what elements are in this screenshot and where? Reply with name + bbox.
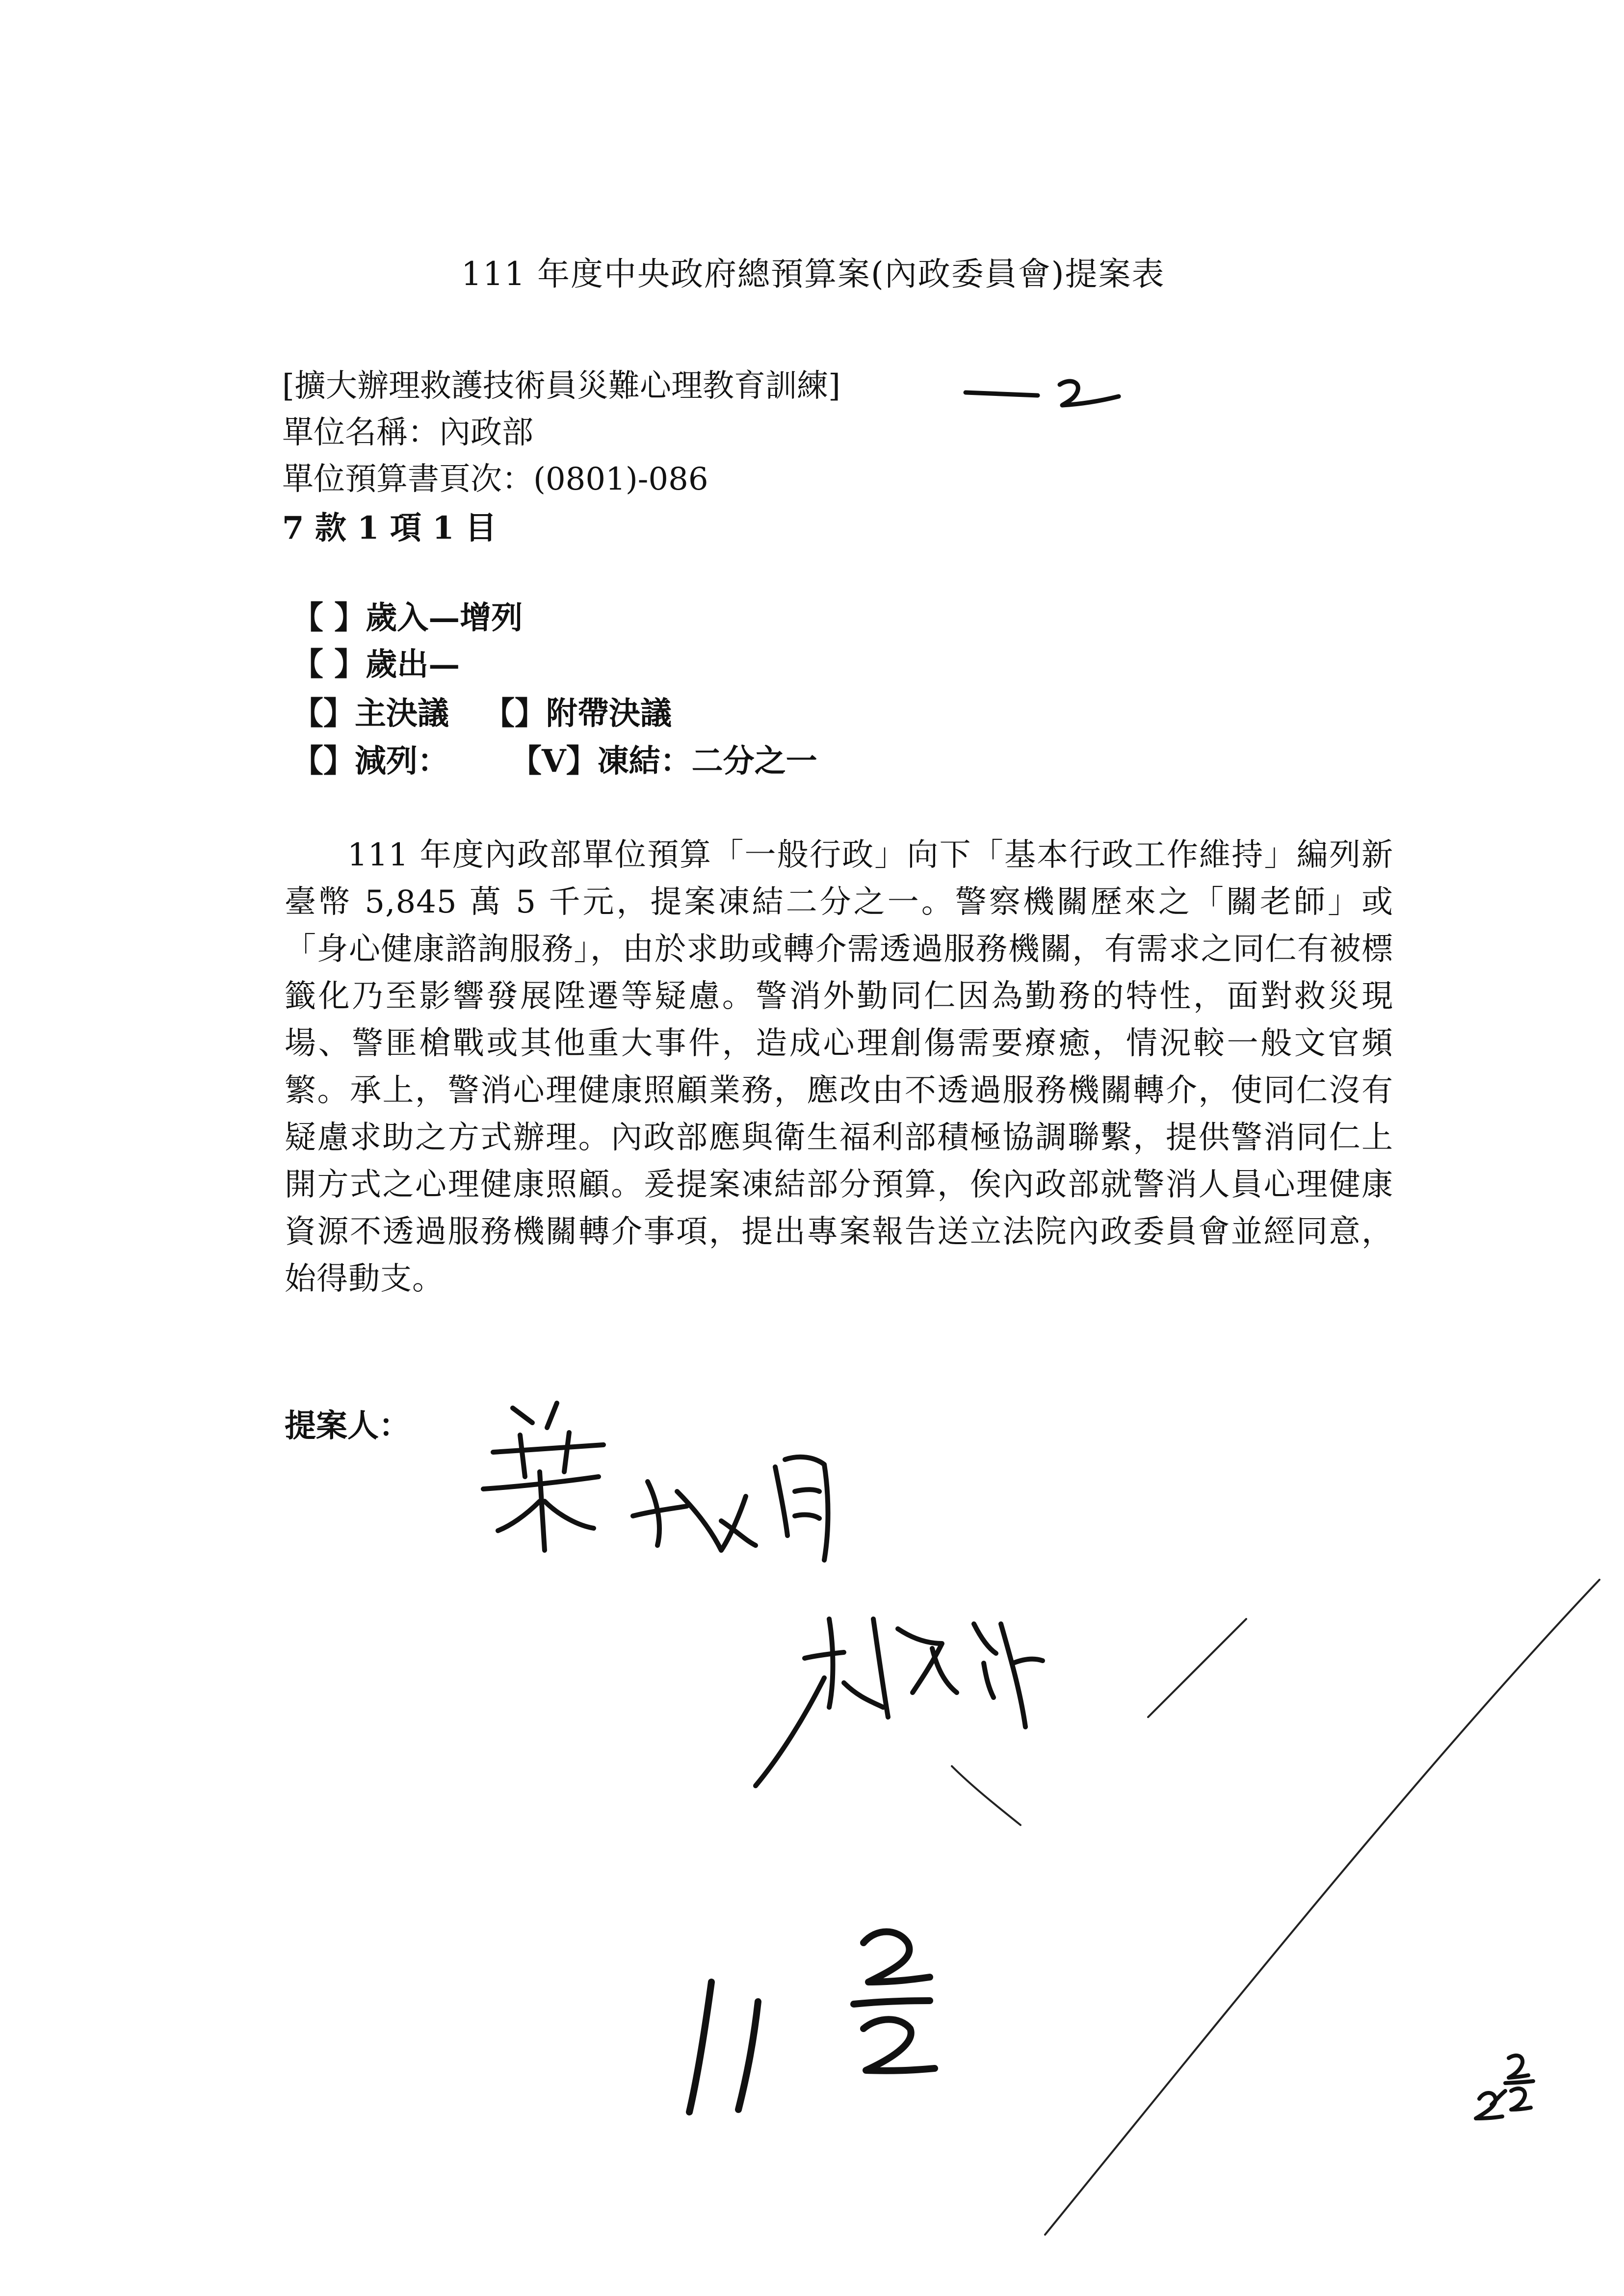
proposer-label: 提案人： <box>285 1408 410 1444</box>
budget-page-reference: 單位預算書頁次：(0801)-086 <box>282 461 708 497</box>
main-resolution-option: 【】主決議 <box>292 695 449 732</box>
revenue-increase-option: 【 】歲入—增列 <box>292 600 523 636</box>
reduce-option: 【】減列： <box>292 743 449 780</box>
unit-name: 單位名稱：內政部 <box>282 415 533 451</box>
handwritten-page-number <box>1476 2056 1533 2118</box>
subject-handwritten-mark <box>966 381 1119 405</box>
supplementary-resolution-option: 【】附帶決議 <box>483 695 672 732</box>
freeze-option: 【V】凍結：二分之一 <box>510 743 817 780</box>
proposer-signature-2 <box>756 1619 1043 1786</box>
proposal-body: 111 年度內政部單位預算「一般行政」向下「基本行政工作維持」編列新臺幣 5,845 萬 5 千元，提案凍結二分之一。警察機關歷來之「關老師」或「身心健康諮詢服務」，由於求助或轉介需透過服務機關，有需求之同仁有被標籤化乃至影響發展陞遷等疑慮。警消外勤同仁因為勤務的特性，面對救災現場、警匪槍戰或其他重大事件，造成心理創傷需要療癒，情況較一般文官頻繁。承上，警消心理健康照顧業務，應改由不透過服務機關轉介，使同仁沒有疑慮求助之方式辦理。內政部應與衛生福利部積極協調聯繫，提供警消同仁上開方式之心理健康照顧。爰提案凍結部分預算，俟內政部就警消人員心理健康資源不透過服務機關轉介事項，提出專案報告送立法院內政委員會並經同意，始得動支。 <box>285 837 1393 1297</box>
document-title: 111 年度中央政府總預算案(內政委員會)提案表 <box>461 255 1165 293</box>
proposal-subject: [擴大辦理救護技術員災難心理教育訓練] <box>282 368 840 404</box>
expenditure-option: 【 】歲出— <box>292 646 460 683</box>
budget-item-code: 7 款 1 項 1 目 <box>282 510 497 547</box>
stray-pen-lines <box>952 1580 1599 2235</box>
handwritten-case-number <box>689 1932 935 2113</box>
proposer-signature-1 <box>483 1403 828 1560</box>
